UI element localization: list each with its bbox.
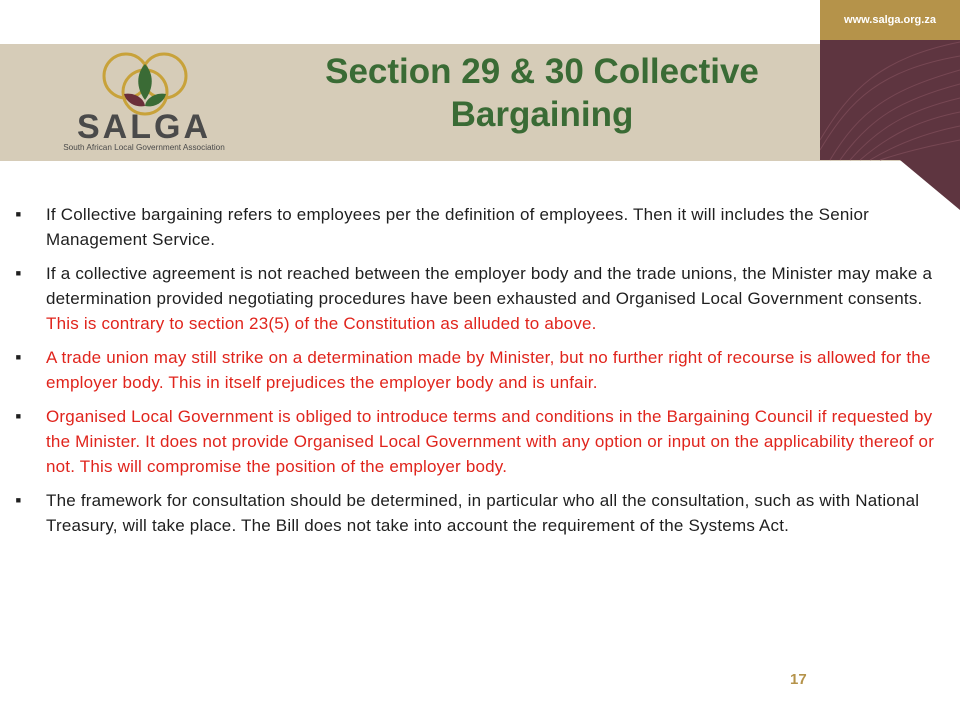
website-url[interactable]: www.salga.org.za (820, 0, 960, 40)
bullet-square-icon: ■ (15, 495, 22, 505)
bullet-square-icon: ■ (15, 209, 22, 219)
bullet-highlight: A trade union may still strike on a determination made by Minister, but no further right of recourse is allowed for the employer body. This in itself prejudices the employer body and is unfair. (46, 348, 931, 392)
bullet-highlight: Organised Local Government is obliged to introduce terms and conditions in the Bargaining Council if requested by the Minister. It does not provide Organised Local Government with any option or input on the applicability thereof or not. This will compromise the position of the employer body. (46, 407, 935, 476)
salga-logo (44, 48, 244, 154)
bullet-item (15, 488, 955, 538)
bullet-square-icon: ■ (15, 352, 22, 362)
bullet-item (15, 261, 955, 336)
bullet-text: If Collective bargaining refers to employees per the definition of employees. Then it will includes the Senior Management Service. (46, 205, 870, 249)
bullet-square-icon: ■ (15, 268, 22, 278)
page-number: 17 (790, 671, 807, 688)
bullet-item (15, 202, 955, 252)
bullet-text: If a collective agreement is not reached between the employer body and the trade unions, the Minister may make a determination provided negotiating procedures have been exhausted and Organised Local Government consents. (46, 264, 933, 308)
bullet-square-icon: ■ (15, 411, 22, 421)
bullet-highlight: This is contrary to section 23(5) of the Constitution as alluded to above. (46, 314, 597, 333)
slide-title (262, 50, 822, 136)
title-line-1: Section 29 & 30 Collective (325, 52, 759, 91)
logo-wordmark: SALGA (77, 108, 211, 146)
logo-tagline: South African Local Government Association (63, 143, 225, 152)
bullet-list (15, 202, 955, 547)
bullet-text: The framework for consultation should be determined, in particular who all the consultation, such as with National Treasury, will take place. The Bill does not take into account the requirement of the Systems Act. (46, 491, 920, 535)
title-line-2: Bargaining (450, 95, 634, 134)
bullet-item (15, 404, 955, 479)
bullet-item (15, 345, 955, 395)
